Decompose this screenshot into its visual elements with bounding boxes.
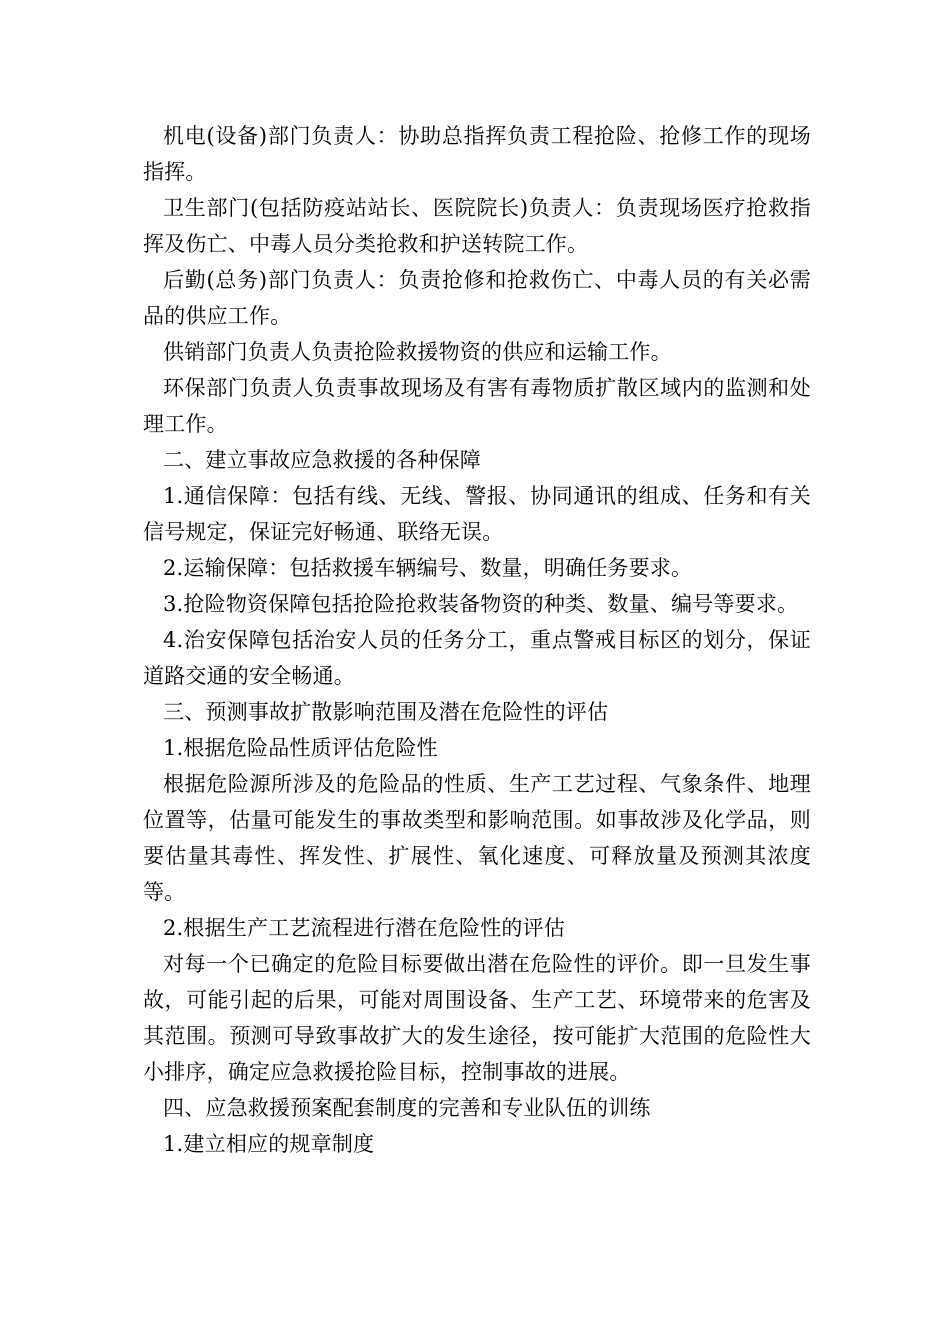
paragraph-security-guarantee: 4.治安保障包括治安人员的任务分工，重点警戒目标区的划分，保证道路交通的安全畅通。 (143, 628, 811, 688)
section-heading-systems-training: 四、应急救援预案配套制度的完善和专业队伍的训练 (163, 1096, 651, 1120)
paragraph-electromech-responsibility: 机电(设备)部门负责人：协助总指挥负责工程抢险、抢修工作的现场指挥。 (143, 124, 811, 184)
paragraph-process-assessment: 对每一个已确定的危险目标要做出潜在危险性的评价。即一旦发生事故，可能引起的后果，可能对周围设备、生产工艺、环境带来的危害及其范围。预测可导致事故扩大的发生途径，按可能扩大范围的危险性大小排序，确定应急救援抢险目标，控制事故的进展。 (143, 952, 811, 1084)
subheading-process-assessment: 2.根据生产工艺流程进行潜在危险性的评估 (163, 916, 566, 940)
paragraph-hazard-properties: 根据危险源所涉及的危险品的性质、生产工艺过程、气象条件、地理位置等，估量可能发生的事故类型和影响范围。如事故涉及化学品，则要估量其毒性、挥发性、扩展性、氧化速度、可释放量及预测其浓度等。 (143, 772, 811, 904)
subheading-hazard-properties: 1.根据危险品性质评估危险性 (163, 736, 438, 760)
paragraph-transport-guarantee: 2.运输保障：包括救援车辆编号、数量，明确任务要求。 (163, 556, 693, 580)
paragraph-supply-responsibility: 供销部门负责人负责抢险救援物资的供应和运输工作。 (163, 340, 672, 364)
paragraph-materials-guarantee: 3.抢险物资保障包括抢险抢救装备物资的种类、数量、编号等要求。 (163, 592, 799, 616)
paragraph-communication-guarantee: 1.通信保障：包括有线、无线、警报、协同通讯的组成、任务和有关信号规定，保证完好畅通、联络无误。 (143, 484, 811, 544)
subheading-regulations: 1.建立相应的规章制度 (163, 1132, 375, 1156)
section-heading-risk-assessment: 三、预测事故扩散影响范围及潜在危险性的评估 (163, 700, 609, 724)
paragraph-environment-responsibility: 环保部门负责人负责事故现场及有害有毒物质扩散区域内的监测和处理工作。 (143, 376, 811, 436)
section-heading-guarantees: 二、建立事故应急救援的各种保障 (163, 448, 481, 472)
paragraph-logistics-responsibility: 后勤(总务)部门负责人：负责抢修和抢救伤亡、中毒人员的有关必需品的供应工作。 (143, 268, 811, 328)
document-page (143, 118, 811, 1162)
paragraph-health-responsibility: 卫生部门(包括防疫站站长、医院院长)负责人：负责现场医疗抢救指挥及伤亡、中毒人员分类抢救和护送转院工作。 (143, 196, 811, 256)
